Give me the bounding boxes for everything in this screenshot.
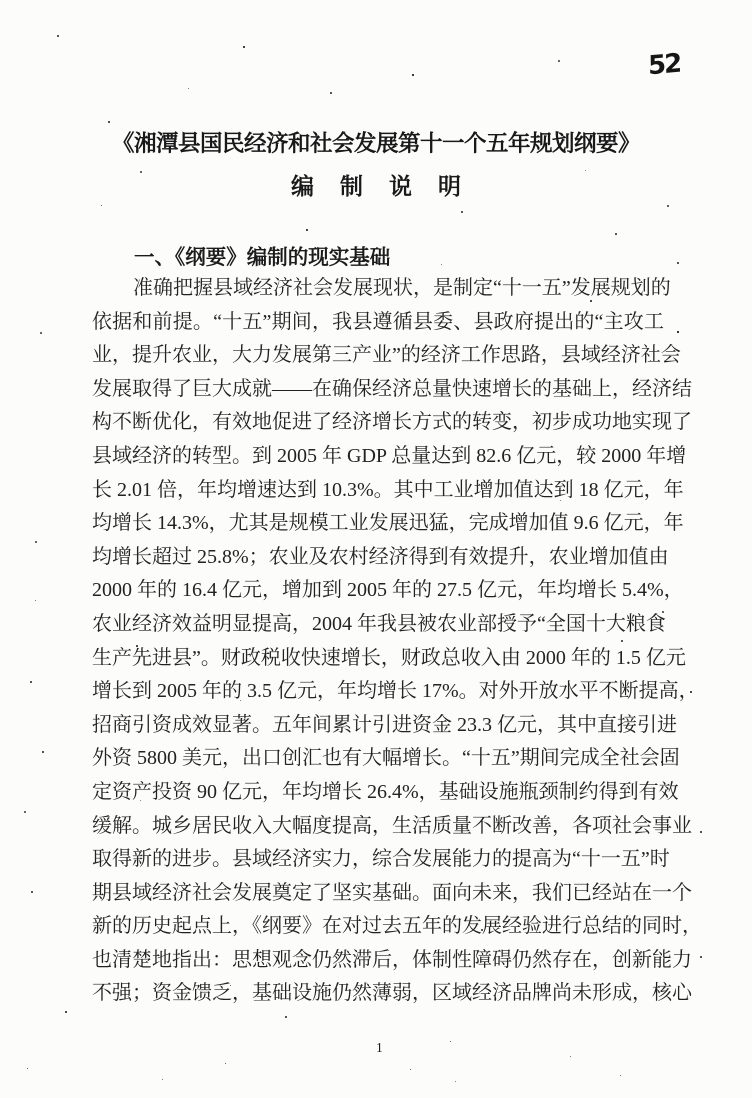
body-line: 县域经济的转型。到 2005 年 GDP 总量达到 82.6 亿元，较 2000 年增 (92, 444, 687, 467)
body-line: 缓解。城乡居民收入大幅度提高，生活质量不断改善，各项社会事业 (92, 814, 692, 837)
document-subtitle: 编制说明 (291, 173, 487, 199)
body-line: 期县域经济社会发展奠定了坚实基础。面向未来，我们已经站在一个 (92, 881, 692, 904)
body-line: 2000 年的 16.4 亿元，增加到 2005 年的 27.5 亿元，年均增长 5.4%， (92, 579, 684, 602)
body-line: 取得新的进步。县域经济实力，综合发展能力的提高为“十一五”时 (92, 848, 670, 871)
body-line: 农业经济效益明显提高，2004 年我县被农业部授予“全国十大粮食 (92, 612, 666, 635)
page-number: 1 (376, 1040, 383, 1055)
body-line: 发展取得了巨大成就——在确保经济总量快速增长的基础上，经济结 (92, 377, 692, 400)
body-line: 准确把握县域经济社会发展现状，是制定“十一五”发展规划的 (133, 277, 671, 299)
body-line: 均增长超过 25.8%；农业及农村经济得到有效提升，农业增加值由 (92, 545, 669, 568)
body-line: 外资 5800 美元，出口创汇也有大幅增长。“十五”期间完成全社会固 (92, 747, 680, 770)
handwritten-mark: 52 (647, 48, 681, 82)
body-line: 均增长 14.3%，尤其是规模工业发展迅猛，完成增加值 9.6 亿元，年 (92, 512, 684, 535)
section-heading: 一、《纲要》编制的现实基础 (134, 246, 391, 269)
body-line: 招商引资成效显著。五年间累计引进资金 23.3 亿元，其中直接引进 (92, 713, 677, 736)
body-paragraph (92, 272, 702, 1011)
body-line: 增长到 2005 年的 3.5 亿元，年均增长 17%。对外开放水平不断提高， (92, 680, 699, 703)
body-line: 构不断优化，有效地促进了经济增长方式的转变，初步成功地实现了 (92, 411, 692, 434)
body-line: 长 2.01 倍，年均增速达到 10.3%。其中工业增加值达到 18 亿元，年 (92, 478, 684, 501)
document-title: 《湘潭县国民经济和社会发展第十一个五年规划纲要》 (111, 131, 640, 156)
body-line: 也清楚地指出：思想观念仍然滞后，体制性障碍仍然存在，创新能力 (92, 948, 692, 971)
scan-noise-specks (0, 0, 1, 1)
body-line: 新的历史起点上，《纲要》在对过去五年的发展经验进行总结的同时， (92, 915, 702, 938)
body-line: 生产先进县”。财政税收快速增长，财政总收入由 2000 年的 1.5 亿元 (92, 646, 686, 669)
body-line: 业，提升农业，大力发展第三产业”的经济工作思路，县域经济社会 (92, 344, 681, 367)
body-line: 依据和前提。“十五”期间，我县遵循县委、县政府提出的“主攻工 (92, 310, 664, 333)
body-line: 不强；资金馈乏，基础设施仍然薄弱，区域经济品牌尚未形成，核心 (92, 982, 692, 1005)
body-line: 定资产投资 90 亿元，年均增长 26.4%，基础设施瓶颈制约得到有效 (92, 780, 679, 803)
